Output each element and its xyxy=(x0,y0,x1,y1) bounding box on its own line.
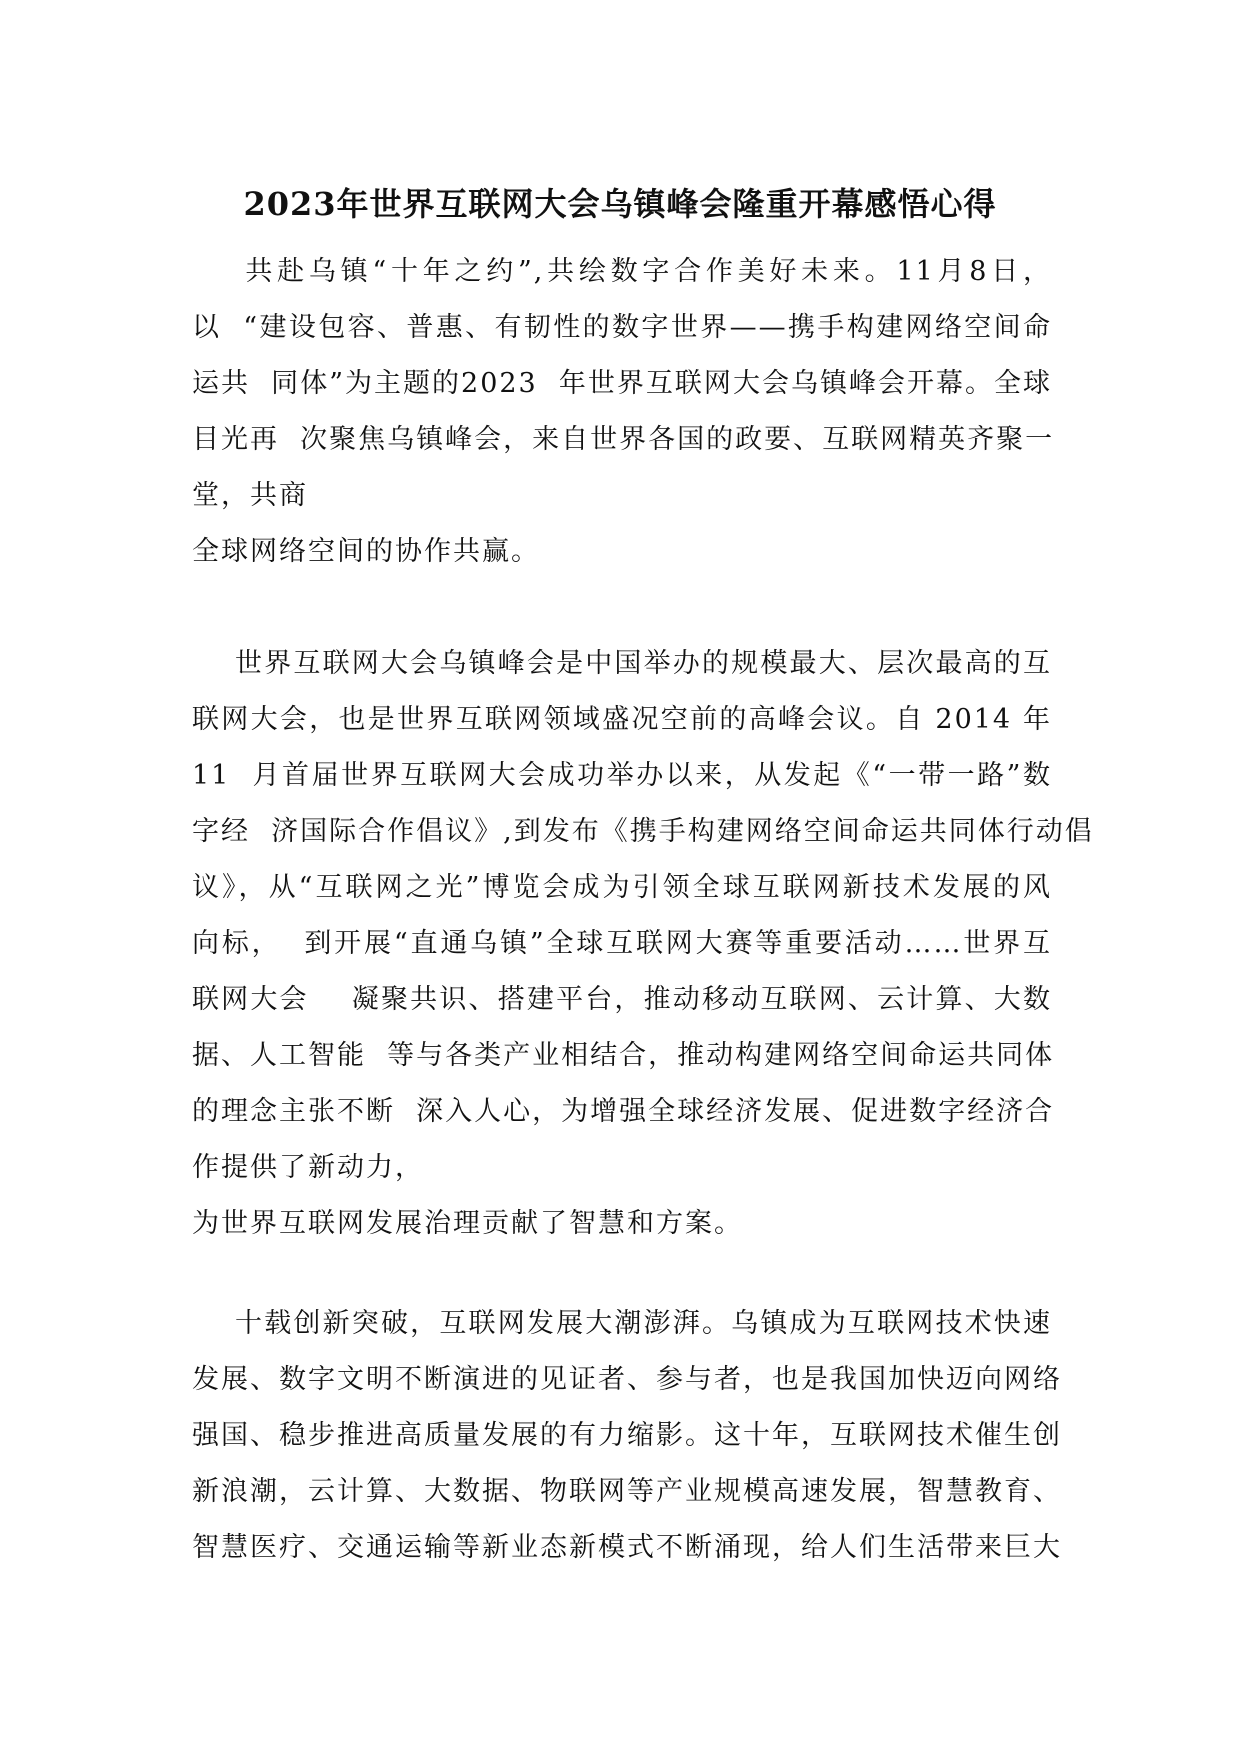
paragraph-line: 目光再 次聚焦乌镇峰会，来自世界各国的政要、互联网精英齐聚一 xyxy=(192,424,1055,455)
paragraph-line: 十载创新突破，互联网发展大潮澎湃。乌镇成为互联网技术快速 xyxy=(192,1308,1052,1339)
paragraph-line: 的理念主张不断 深入人心，为增强全球经济发展、促进数字经济合 xyxy=(192,1096,1055,1127)
paragraph-line: 运共 同体”为主题的2023 年世界互联网大会乌镇峰会开幕。全球 xyxy=(192,368,1052,399)
paragraph-line: 向标， 到开展“直通乌镇”全球互联网大赛等重要活动……世界互 xyxy=(192,928,1052,959)
document-title: 2023年世界互联网大会乌镇峰会隆重开幕感悟心得 xyxy=(243,185,997,223)
paragraph-line: 发展、数字文明不断演进的见证者、参与者，也是我国加快迈向网络 xyxy=(192,1364,1062,1395)
paragraph-line: 11 月首届世界互联网大会成功举办以来，从发起《“一带一路”数 xyxy=(192,760,1052,791)
paragraph-1 xyxy=(192,244,1055,580)
paragraph-2 xyxy=(192,636,1094,1252)
paragraph-line: 世界互联网大会乌镇峰会是中国举办的规模最大、层次最高的互 xyxy=(192,648,1052,679)
paragraph-line: 为世界互联网发展治理贡献了智慧和方案。 xyxy=(192,1208,743,1239)
paragraph-line: 堂，共商 xyxy=(192,480,308,511)
paragraph-line: 联网大会 凝聚共识、搭建平台，推动移动互联网、云计算、大数 xyxy=(192,984,1052,1015)
paragraph-line: 作提供了新动力， xyxy=(192,1152,424,1183)
paragraph-3 xyxy=(192,1296,1062,1576)
paragraph-line: 强国、稳步推进高质量发展的有力缩影。这十年，互联网技术催生创 xyxy=(192,1420,1062,1451)
paragraph-line: 据、人工智能 等与各类产业相结合，推动构建网络空间命运共同体 xyxy=(192,1040,1055,1071)
paragraph-line: 新浪潮，云计算、大数据、物联网等产业规模高速发展，智慧教育、 xyxy=(192,1476,1062,1507)
paragraph-line: 共赴乌镇“十年之约”,共绘数字合作美好未来。11月8日， xyxy=(192,256,1052,287)
paragraph-line: 全球网络空间的协作共赢。 xyxy=(192,536,540,567)
paragraph-line: 智慧医疗、交通运输等新业态新模式不断涌现，给人们生活带来巨大 xyxy=(192,1532,1062,1563)
paragraph-line: 议》，从“互联网之光”博览会成为引领全球互联网新技术发展的风 xyxy=(192,872,1052,903)
paragraph-line: 联网大会，也是世界互联网领域盛况空前的高峰会议。自 2014 年 xyxy=(192,704,1052,735)
paragraph-line: 字经 济国际合作倡议》,到发布《携手构建网络空间命运共同体行动倡 xyxy=(192,816,1094,847)
paragraph-line: 以 “建设包容、普惠、有韧性的数字世界——携手构建网络空间命 xyxy=(192,312,1052,343)
